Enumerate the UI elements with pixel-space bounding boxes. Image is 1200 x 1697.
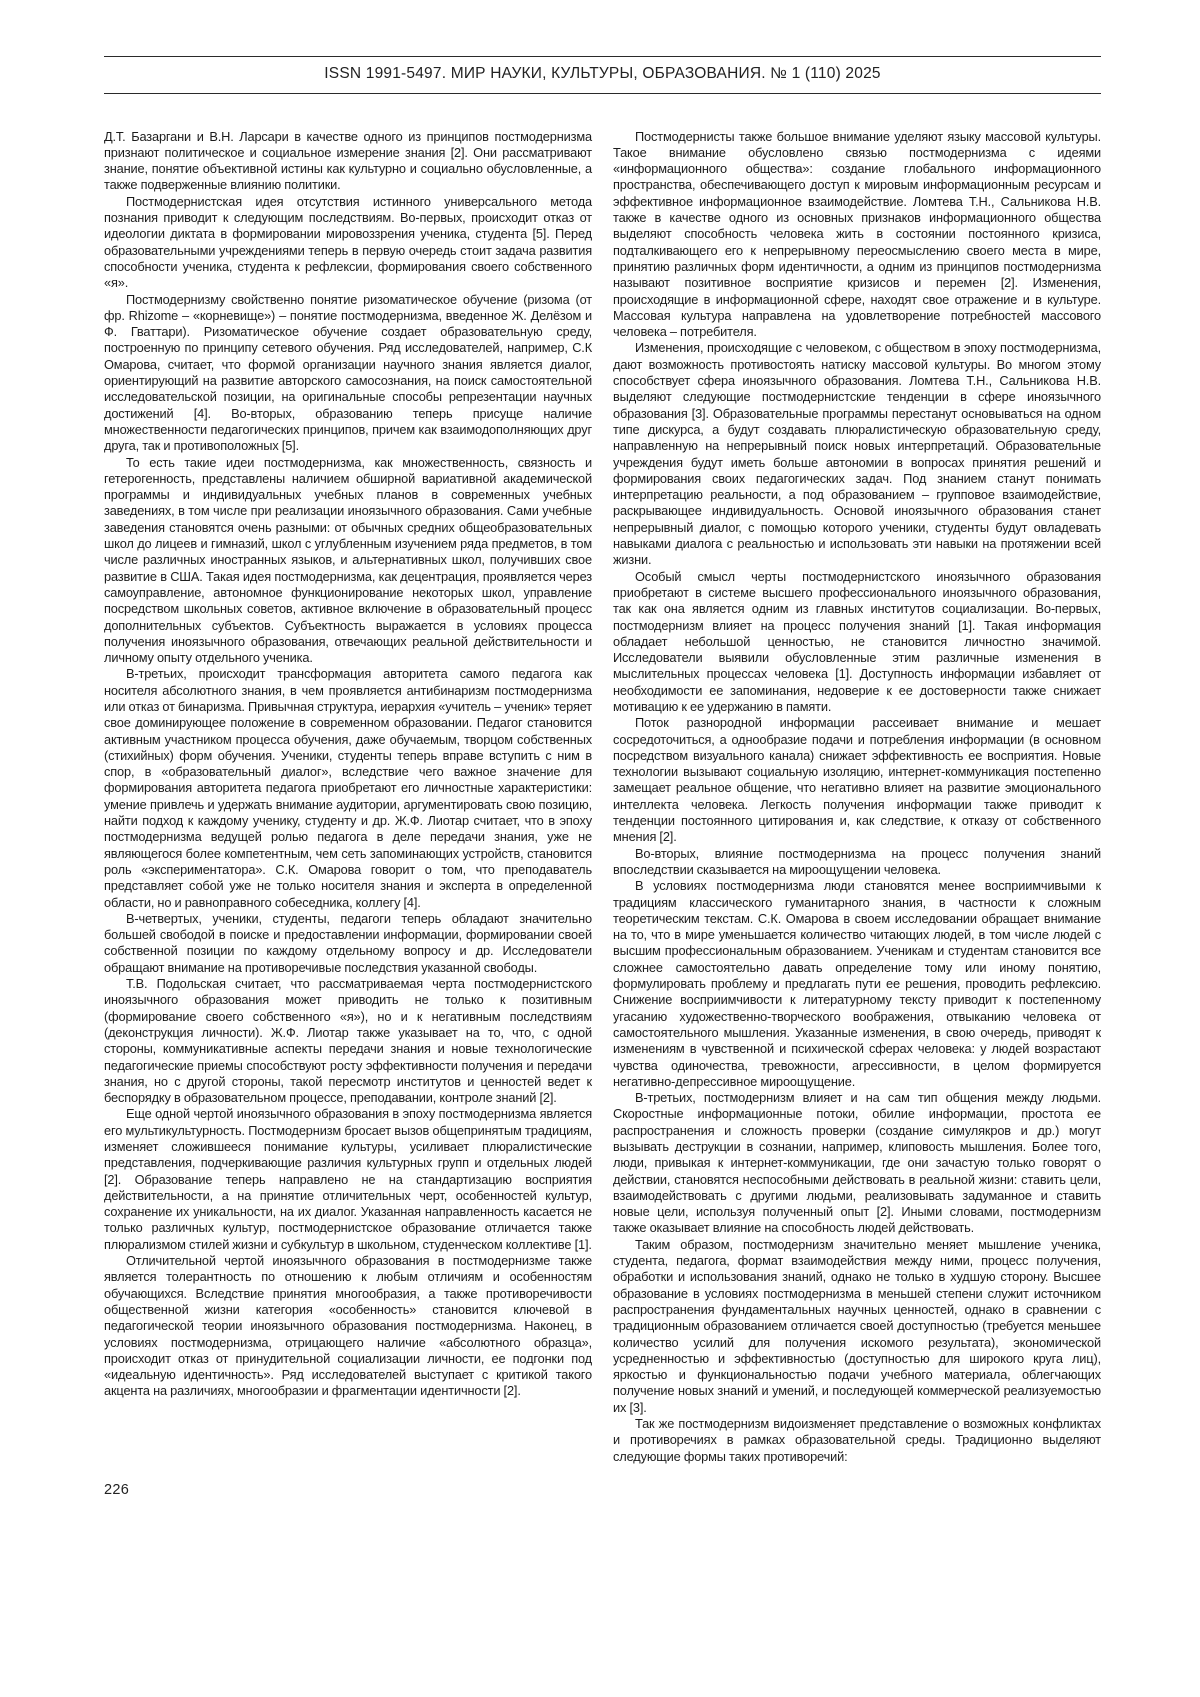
paragraph: Во-вторых, влияние постмодернизма на процесс получения знаний впоследствии сказывается на мироощущении человека. bbox=[613, 845, 1101, 877]
paragraph: В-третьих, постмодернизм влияет и на сам тип общения между людьми. Скоростные информационные потоки, обилие информации, простота ее распространения и сложность проверки (создание симулякров и др.) могут вызывать деструкции в сознании, например, клиповость мышления. Более того, люди, привыкая к интернет-коммуникации, где они зачастую только говорят о действии, становятся неспособными действовать в реальной жизни: ставить цели, взаимодействовать с другими людьми, реализовывать задуманное и ставить новые цели, используя полученный опыт [2]. Иными словами, постмодернизм также оказывает влияние на способность людей действовать. bbox=[613, 1090, 1101, 1236]
paragraph: Поток разнородной информации рассеивает внимание и мешает сосредоточиться, а однообразие подачи и потребления информации (в основном посредством визуального канала) снижает эффективность ее восприятия. Новые технологии вызывают социальную изоляцию, интернет-коммуникация постепенно замещает реальное общение, что негативно влияет на развитие эмоционального интеллекта человека. Легкость получения информации также приводит к тенденции постоянного цитирования и, как следствие, к отказу от собственного мнения [2]. bbox=[613, 715, 1101, 845]
paragraph: Отличительной чертой иноязычного образования в постмодернизме также является толерантность по отношению к любым отличиям и особенностям обучающихся. Вследствие принятия многообразия, а также противоречивости общественной жизни категория «особенность» становится ключевой в педагогической теории иноязычного образования постмодернизма. Наконец, в условиях постмодернизма, отрицающего наличие «абсолютного образца», происходит отказ от принудительной социализации личности, ее подгонки под «идеальную идентичность». Ряд исследователей выступает с критикой такого акцента на различиях, многообразии и фрагментации идентичности [2]. bbox=[104, 1253, 592, 1399]
paragraph: Особый смысл черты постмодернистского иноязычного образования приобретают в системе высшего профессионального иноязычного образования, так как она является одним из главных институтов социализации. Во-первых, постмодернизм влияет на процесс получения знаний [1]. Такая информация обладает небольшой ценностью, не становится личностно значимой. Исследователи выявили обусловленные этим различные изменения в мыслительных процессах человека [1]. Доступность информации избавляет от необходимости ее запоминания, недоверие к ее достоверности также снижает мотивацию к ее удержанию в памяти. bbox=[613, 568, 1101, 714]
paragraph: В-четвертых, ученики, студенты, педагоги теперь обладают значительно большей свободой в поиске и предоставлении информации, формировании своей собственной позиции по каждому отдельному вопросу и др. Исследователи обращают внимание на противоречивые последствия указанной свободы. bbox=[104, 910, 592, 975]
paragraph: Д.Т. Базаргани и В.Н. Ларсари в качестве одного из принципов постмодернизма признают политическое и социальное измерение знания [2]. Они рассматривают знание, понятие объективной истины как культурно и социально обусловленные, а также подверженные влиянию политики. bbox=[104, 128, 592, 193]
left-column bbox=[104, 129, 592, 1400]
paragraph: Т.В. Подольская считает, что рассматриваемая черта постмодернистского иноязычного образования может приводить не только к позитивным (формирование своего собственного «я»), но и к негативным последствиям (деконструкция личности). Ж.Ф. Лиотар также указывает на то, что, с одной стороны, коммуникативные аспекты передачи знания и новые технологические педагогические приемы способствуют росту эффективности получения и передачи знания, но с другой стороны, такой пересмотр институтов и ценностей ведет к беспорядку в образовательном процессе, преподавании, контроле знаний [2]. bbox=[104, 976, 592, 1106]
paragraph: Таким образом, постмодернизм значительно меняет мышление ученика, студента, педагога, формат взаимодействия между ними, процесс получения, обработки и использования знаний, однако не только в худшую сторону. Высшее образование в условиях постмодернизма в меньшей степени служит источником распространения фундаментальных научных ценностей, однако в сравнении с традиционным образованием отличается своей доступностью (требуется меньшее количество усилий для получения искомого результата), экономической усредненностью и эффективностью (доступностью для широкого круга лиц), яркостью и функциональностью подачи учебного материала, облегчающих получение новых знаний и умений, и последующей коммерческой реализуемостью их [3]. bbox=[613, 1236, 1101, 1415]
paragraph: Постмодернизму свойственно понятие ризоматическое обучение (ризома (от фр. Rhizome – «корневище») – понятие постмодернизма, введенное Ж. Делёзом и Ф. Гваттари). Ризоматическое обучение создает образовательную среду, построенную по принципу сетевого обучения. Ряд исследователей, например, С.К Омарова, считает, что формой организации научного знания является диалог, ориентирующий на развитие авторского самосознания, на поиск самостоятельной исследовательской позиции, на оригинальные способы репрезентации научных достижений [4]. Во-вторых, образованию теперь присуще наличие множественности педагогических принципов, причем как взаимодополняющих друг друга, так и противоположных [5]. bbox=[104, 291, 592, 454]
paragraph: Постмодернисты также большое внимание уделяют языку массовой культуры. Такое внимание обусловлено связью постмодернизма с идеями «информационного общества»: создание глобального информационного пространства, обеспечивающего доступ к мировым информационным ресурсам и эффективное информационное взаимодействие. Ломтева Т.Н., Сальникова Н.В. также в качестве одного из основных признаков информационного общества выделяют способность человека жить в состоянии постоянного кризиса, подталкивающего его к непрерывному переосмыслению своего места в мире, принятию различных форм идентичности, а одним из принципов постмодернизма называют позитивное восприятие кризисов и перемен [2]. Изменения, происходящие в информационной сфере, находят свое отражение и в культуре. Массовая культура направлена на удовлетворение потребностей массового человека – потребителя. bbox=[613, 128, 1101, 340]
header-rule-bottom bbox=[104, 93, 1101, 94]
article-body bbox=[104, 129, 1101, 1465]
paragraph: В-третьих, происходит трансформация авторитета самого педагога как носителя абсолютного знания, в чем проявляется антибинаризм постмодернизма или отказ от бинаризма. Привычная структура, иерархия «учитель – ученик» теряет свое доминирующее положение в современном образовании. Педагог становится активным участником процесса обучения, даже обучаемым, творцом собственных (стихийных) форм обучения. Ученики, студенты теперь вправе вступить с ним в спор, в «образовательный диалог», вследствие чего важное значение для формирования авторитета педагога приобретают его личностные характеристики: умение привлечь и удержать внимание аудитории, аргументировать свою позицию, найти подход к каждому ученику, студенту и др. Ж.Ф. Лиотар считает, что в эпоху постмодернизма ведущей ролью педагога в деле передачи знания, уже не являющегося более компетентным, чем сеть запоминающих устройств, становится роль «экспериментатора». С.К. Омарова говорит о том, что преподаватель представляет собой уже не только носителя знания и эксперта в определенной области, но и равноправного собеседника, коллегу [4]. bbox=[104, 666, 592, 910]
right-column bbox=[613, 129, 1101, 1465]
paragraph: Еще одной чертой иноязычного образования в эпоху постмодернизма является его мультикультурность. Постмодернизм бросает вызов общепринятым традициям, изменяет сложившееся понимание культуры, усиливает плюралистические представления, подчеркивающие различия культурных групп и отдельных людей [2]. Образование теперь направлено не на стандартизацию восприятия действительности, а на принятие отличительных черт, особенностей культур, сохранение их уникальности, на их диалог. Указанная направленность касается не только различных культур, постмодернистское образование отличается также плюрализмом стилей жизни и субкультур в школьном, студенческом коллективе [1]. bbox=[104, 1106, 592, 1252]
journal-issn-title: ISSN 1991-5497. МИР НАУКИ, КУЛЬТУРЫ, ОБРАЗОВАНИЯ. № 1 (110) 2025 bbox=[324, 65, 881, 82]
paragraph: В условиях постмодернизма люди становятся менее восприимчивыми к традициям классического гуманитарного знания, в частности к сложным теоретическим текстам. С.К. Омарова в своем исследовании обращает внимание на то, что в мире уменьшается количество читающих людей, в том числе людей с высшим профессиональным образованием. Ученикам и студентам становится все сложнее самостоятельно давать определение тому или иному понятию, формулировать проблему и предлагать пути ее решения, проводить рефлексию. Снижение восприимчивости к литературному тексту приводит к постепенному угасанию художественно-творческого воображения, отвыканию человека от самостоятельного мышления. Указанные изменения, в свою очередь, приводят к изменениям в чувственной и психической сферах человека: у людей возрастают чувства одиночества, тревожности, агрессивности, в целом формируется негативно-депрессивное мироощущение. bbox=[613, 878, 1101, 1089]
page-footer bbox=[104, 1481, 1101, 1499]
paragraph: Постмодернистская идея отсутствия истинного универсального метода познания приводит к следующим последствиям. Во-первых, происходит отказ от идеологии диктата в формировании мировоззрения ученика, студента [5]. Перед образовательными учреждениями теперь в первую очередь стоит задача развития способности ученика, студента к рефлексии, формирования своего собственного «я». bbox=[104, 193, 592, 291]
page-header bbox=[104, 56, 1101, 94]
page-number: 226 bbox=[104, 1481, 130, 1498]
paragraph: Изменения, происходящие с человеком, с обществом в эпоху постмодернизма, дают возможность противостоять натиску массовой культуры. Во многом этому способствует сфера иноязычного образования. Ломтева Т.Н., Сальникова Н.В. выделяют следующие постмодернистские тенденции в сфере иноязычного образования [3]. Образовательные программы перестанут основываться на одном типе дискурса, а будут создавать плюралистическую образовательную среду, направленную на непрерывный поиск новых интерпретаций. Образовательные учреждения будут иметь больше автономии в вопросах принятия решений и формирования своих педагогических задач. Под знанием станут понимать интерпретацию реальности, а под образованием – групповое взаимодействие, раскрывающее индивидуальность. Основой иноязычного образования станет непрерывный диалог, с помощью которого ученики, студенты будут овладевать навыками диалога с реальностью и использовать эти навыки на протяжении всей жизни. bbox=[613, 340, 1101, 568]
paragraph: То есть такие идеи постмодернизма, как множественность, связность и гетерогенность, представлены наличием обширной вариативной академической программы и индивидуальных учебных планов в современных учебных заведениях, в том числе при реализации иноязычного образования. Сами учебные заведения становятся очень разными: от обычных средних общеобразовательных школ до лицеев и гимназий, школ с углубленным изучением ряда предметов, в том числе различных иностранных языков, и альтернативных школ, получивших свое развитие в США. Такая идея постмодернизма, как децентрация, проявляется через самоуправление, автономное функционирование некоторых школ, управление посредством школьных советов, активное включение в образовательный процесс дополнительных субъектов. Субъектность выражается в условиях процесса получения иноязычного образования, отвечающих реальной действительности и личному опыту отдельного ученика. bbox=[104, 454, 592, 666]
paragraph: Так же постмодернизм видоизменяет представление о возможных конфликтах и противоречиях в рамках образовательной среды. Традиционно выделяют следующие формы таких противоречий: bbox=[613, 1416, 1101, 1464]
